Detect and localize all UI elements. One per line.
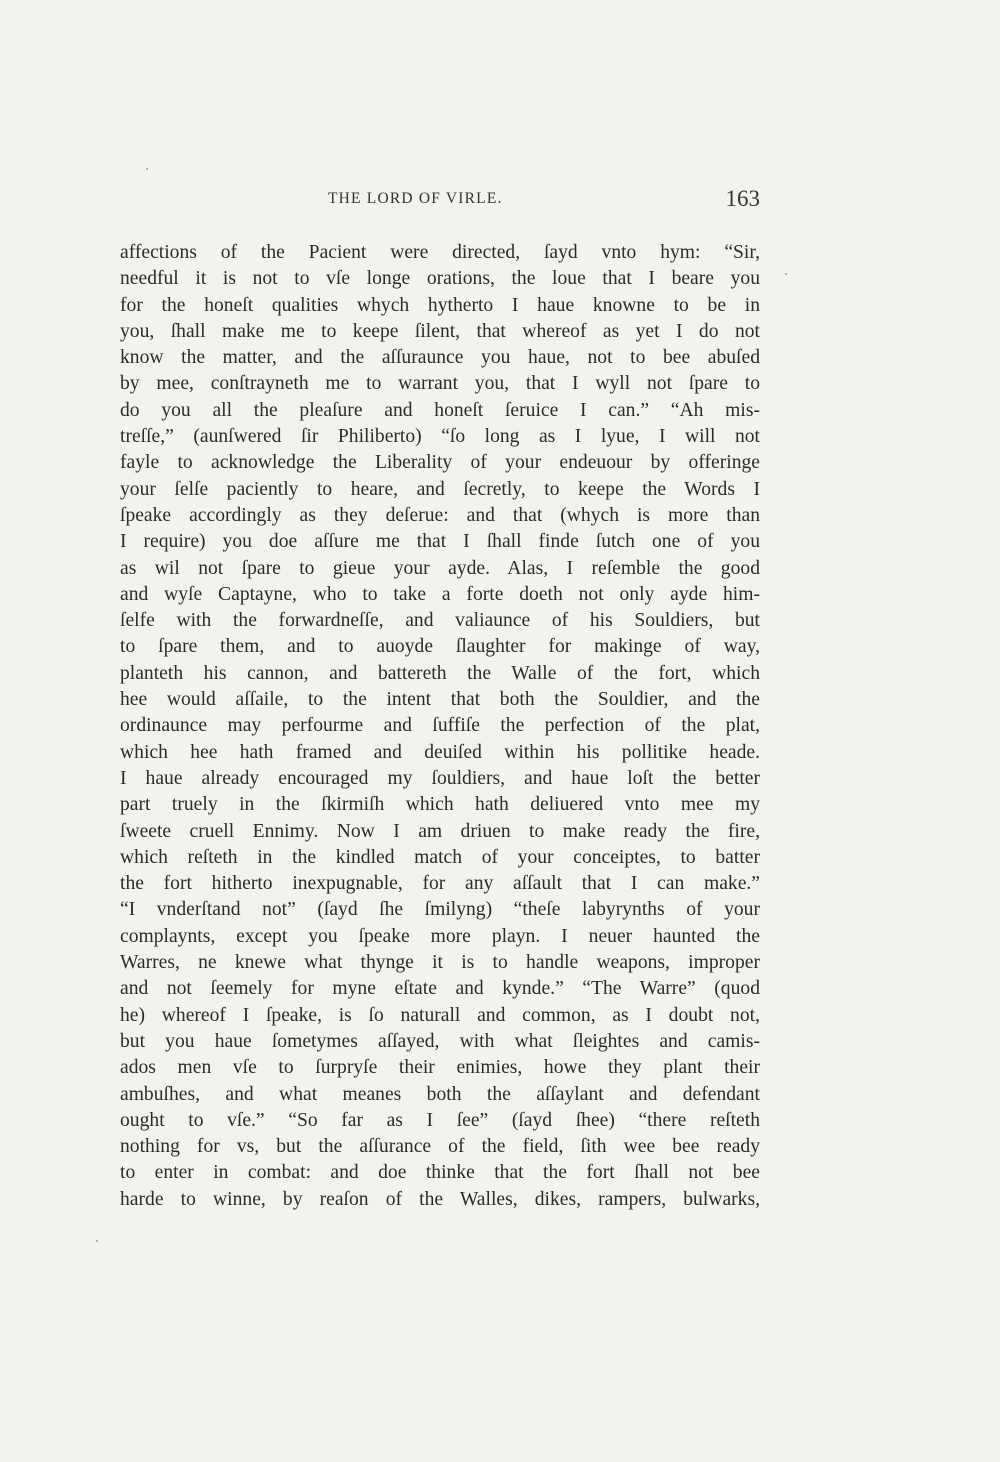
text-line: harde to winne, by reaſon of the Walles, dikes, rampers, bulwarks, [120, 1188, 760, 1210]
running-head [120, 186, 760, 216]
text-line: “I vnderſtand not” (ſayd ſhe ſmilyng) “theſe labyrynths of your [120, 899, 760, 921]
text-line: ſweete cruell Ennimy. Now I am driuen to make ready the fire, [120, 820, 760, 842]
text-line: ſpeake accordingly as they deſerue: and that (whych is more than [120, 504, 760, 526]
text-line: and not ſeemely for myne eſtate and kynde.” “The Warre” (quod [120, 978, 760, 1000]
text-line: part truely in the ſkirmiſh which hath deliuered vnto mee my [120, 794, 760, 816]
text-line: know the matter, and the aſſuraunce you haue, not to bee abuſed [120, 347, 760, 369]
text-line: to enter in combat: and doe thinke that the fort ſhall not bee [120, 1162, 760, 1184]
text-line: treſſe,” (aunſwered ſir Philiberto) “ſo long as I lyue, I will not [120, 426, 760, 448]
text-line: and wyſe Captayne, who to take a forte doeth not only ayde him- [120, 583, 760, 605]
text-line: affections of the Pacient were directed, ſayd vnto hym: “Sir, [120, 242, 760, 263]
text-line: needful it is not to vſe longe orations, the loue that I beare you [120, 268, 760, 290]
text-line: ados men vſe to ſurpryſe their enimies, howe they plant their [120, 1057, 760, 1079]
text-line: but you haue ſometymes aſſayed, with what ſleightes and camis- [120, 1030, 760, 1052]
body-text [120, 240, 760, 1213]
paper-speck [146, 168, 148, 170]
text-line: planteth his cannon, and battereth the Walle of the fort, which [120, 662, 760, 684]
text-line: to ſpare them, and to auoyde ſlaughter for makinge of way, [120, 636, 760, 658]
text-line: fayle to acknowledge the Liberality of your endeuour by offeringe [120, 452, 760, 474]
text-line: which reſteth in the kindled match of your conceiptes, to batter [120, 846, 760, 868]
text-line: as wil not ſpare to gieue your ayde. Alas, I reſemble the good [120, 557, 760, 579]
text-line: I require) you doe aſſure me that I ſhall finde ſutch one of you [120, 531, 760, 553]
running-title: THE LORD OF VIRLE. [328, 190, 503, 207]
text-line: Warres, ne knewe what thynge it is to handle weapons, improper [120, 952, 760, 974]
text-line: nothing for vs, but the aſſurance of the field, ſith wee bee ready [120, 1136, 760, 1158]
text-line: ſelfe with the forwardneſſe, and valiaunce of his Souldiers, but [120, 610, 760, 632]
text-line: your ſelſe paciently to heare, and ſecretly, to keepe the Words I [120, 478, 760, 500]
text-line: you, ſhall make me to keepe ſilent, that whereof as yet I do not [120, 320, 760, 342]
text-line: do you all the pleaſure and honeſt ſeruice I can.” “Ah mis- [120, 399, 760, 421]
text-line: for the honeſt qualities whych hytherto I haue knowne to be in [120, 294, 760, 316]
text-line: by mee, conſtrayneth me to warrant you, that I wyll not ſpare to [120, 373, 760, 395]
text-line: ambuſhes, and what meanes both the aſſaylant and defendant [120, 1083, 760, 1105]
text-line: he) whereof I ſpeake, is ſo naturall and common, as I doubt not, [120, 1004, 760, 1026]
text-line: ought to vſe.” “So far as I ſee” (ſayd ſhee) “there reſteth [120, 1109, 760, 1131]
text-line: ordinaunce may perfourme and ſuffiſe the perfection of the plat, [120, 715, 760, 737]
text-line: hee would aſſaile, to the intent that both the Souldier, and the [120, 689, 760, 711]
text-line: complaynts, except you ſpeake more playn. I neuer haunted the [120, 925, 760, 947]
paper-speck [785, 273, 787, 275]
text-line: the fort hitherto inexpugnable, for any aſſault that I can make.” [120, 873, 760, 895]
paper-speck [96, 1240, 98, 1242]
text-line: I haue already encouraged my ſouldiers, and haue loſt the better [120, 767, 760, 789]
text-line: which hee hath framed and deuiſed within his pollitike heade. [120, 741, 760, 763]
page-number: 163 [725, 186, 760, 211]
